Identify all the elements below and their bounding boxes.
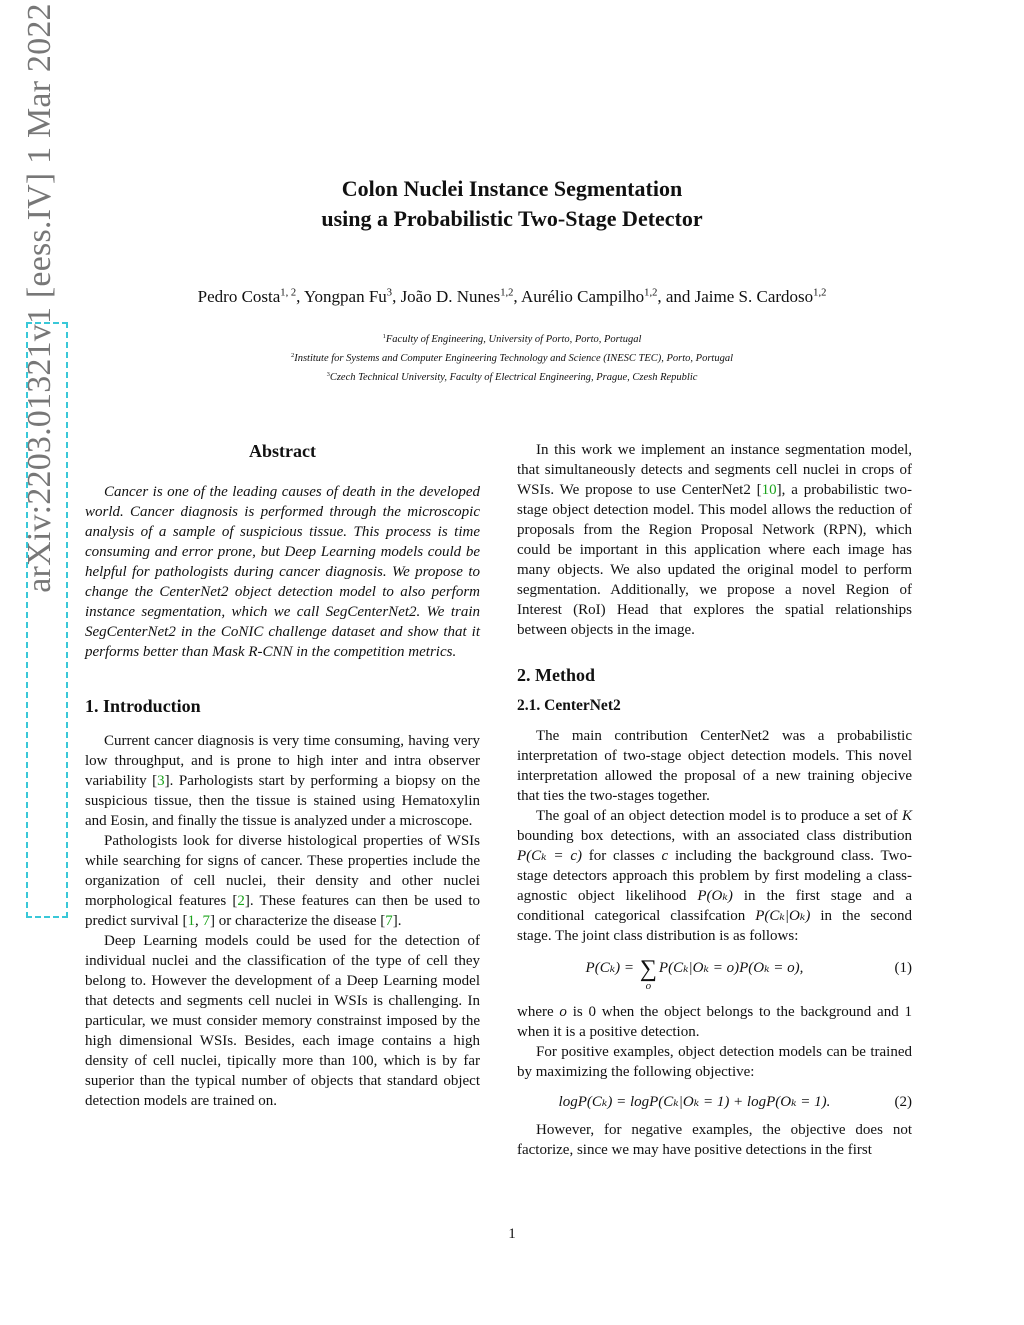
- intro-paragraph-1: Current cancer diagnosis is very time consuming, having very low throughput, and is prone to high inter and intra observer variability [3]. Parhologists start by performing a biopsy on the suspicious tissue, then the tissue is stained using Hematoxylin and Eosin, and finally the tissue is analyzed under a microscope.: [85, 733, 480, 829]
- method-paragraph-4: For positive examples, object detection models can be trained by maximizing the following objective:: [517, 1044, 912, 1080]
- citation-link[interactable]: 7: [385, 913, 393, 929]
- affiliation: $^2$Institute for Systems and Computer Engineering Technology and Science (INESC TEC), Porto, Portugal: [290, 352, 734, 364]
- author-name: Aurélio Campilho: [520, 287, 645, 306]
- arxiv-stamp-text: arXiv:2203.01321v1 [eess.IV] 1 Mar 2022: [21, 3, 58, 593]
- author-sup: 1, 2: [280, 287, 297, 299]
- author-name: Pedro Costa: [197, 287, 281, 306]
- centernet2-heading: 2.1. CenterNet2: [517, 697, 621, 714]
- title-line-1: Colon Nuclei Instance Segmentation: [341, 176, 683, 201]
- author-sup: 1,2: [500, 287, 514, 299]
- abstract-text: Cancer is one of the leading causes of death in the developed world. Cancer diagnosis is performed through the microscopic analysis of a sample of suspicious tissue. This process is time consuming and error prone, but Deep Learning models could be helpful for pathologists during cancer diagnosis. We propose to change the CenterNet2 object detection model to also perform instance segmentation, which we call SegCenterNet2. We train SegCenterNet2 in the CoNIC challenge dataset and show that it performs better than Mask R-CNN in the competition metrics.: [85, 484, 480, 660]
- left-column: [85, 440, 480, 1111]
- affiliations: [0, 330, 1024, 387]
- equation-1: P(Cₖ) = ∑ o P(Cₖ|Oₖ = o)P(Oₖ = o), (1): [585, 956, 912, 992]
- citation-link[interactable]: 3: [157, 773, 165, 789]
- method-paragraph-1: The main contribution CenterNet2 was a probabilistic interpretation of two-stage object detection models. This novel interpretation allowed the proposal of a new training objecive that ties the two-stages together.: [517, 728, 912, 804]
- paper-title: [0, 174, 1024, 234]
- author-name: Yongpan Fu: [303, 287, 387, 306]
- intro-heading: 1. Introduction: [85, 696, 201, 716]
- citation-link[interactable]: 7: [202, 913, 210, 929]
- equation-2: logP(Cₖ) = logP(Cₖ|Oₖ = 1) + logP(Oₖ = 1). (2): [558, 1094, 912, 1110]
- equation-number: (2): [894, 1094, 912, 1110]
- abstract-heading: Abstract: [249, 441, 316, 461]
- method-paragraph-2: The goal of an object detection model is to produce a set of K bounding box detections, with an associated class distribution P(Cₖ = c) for classes c including the background class. Two-stage detectors approach this problem by first modeling a class-agnostic object likelihood P(Oₖ) in the first stage and a conditional categorical classifcation P(Cₖ|Oₖ) in the second stage. The joint class distribution is as follows:: [517, 808, 912, 944]
- method-paragraph-3: where o is 0 when the object belongs to the background and 1 when it is a positive detection.: [517, 1004, 912, 1040]
- author-sup: 1,2: [813, 287, 827, 299]
- page-number: 1: [508, 1226, 516, 1242]
- right-column: [517, 440, 912, 1160]
- citation-link[interactable]: 10: [761, 482, 777, 498]
- affiliation: $^3$Czech Technical University, Faculty of Electrical Engineering, Prague, Czesh Republic: [326, 371, 698, 383]
- title-line-2: using a Probabilistic Two-Stage Detector: [321, 206, 703, 231]
- intro-paragraph-2: Pathologists look for diverse histological properties of WSIs while searching for signs of cancer. These properties include the organization of cell nuclei, their density and other nuclei morphological features [2]. These features can then be used to predict survival [1, 7] or characterize the disease [7].: [85, 833, 480, 929]
- equation-number: (1): [894, 960, 912, 976]
- method-heading: 2. Method: [517, 665, 595, 685]
- author-name: João D. Nunes: [400, 287, 501, 306]
- author-list: Pedro Costa$^{1, 2}$, Yongpan Fu$^3$, João D. Nunes$^{1,2}$, Aurélio Campilho$^{1,2}$, and Jaime S. Cardoso$^{1,2}$: [197, 287, 827, 306]
- affiliation: $^1$Faculty of Engineering, University of Porto, Porto, Portugal: [382, 333, 642, 345]
- intro-paragraph-3: Deep Learning models could be used for the detection of individual nuclei and the classification of the type of cell they belong to. However the development of a Deep Learning model that detects and segments cell nuclei in WSIs is challenging. In particular, we must consider memory constrainst imposed by the high dimensional WSIs. Besides, each image contains a high density of cell nuclei, tipically more than 100, which is by far superior than the typical number of objects that standard object detection models are trained on.: [85, 933, 480, 1109]
- author-name: and Jaime S. Cardoso: [665, 287, 814, 306]
- author-sup: 3: [386, 287, 393, 299]
- method-paragraph-5: However, for negative examples, the objective does not factorize, since we may have positive detections in the first: [517, 1122, 912, 1158]
- citation-link[interactable]: 2: [237, 893, 245, 909]
- intro-paragraph-4: In this work we implement an instance segmentation model, that simultaneously detects and segments cell nuclei in crops of WSIs. We propose to use CenterNet2 [10], a probabilistic two-stage object detection model. This model allows the reduction of proposals from the Region Proposal Network (RPN), which could be important in this application where each image has many objects. We also updated the original model to perform segmentation. Additionally, we propose a novel Region of Interest (RoI) Head that explores the spatial relationships between objects in the image.: [517, 442, 913, 638]
- citation-link[interactable]: 1: [187, 913, 195, 929]
- author-sup: 1,2: [644, 287, 658, 299]
